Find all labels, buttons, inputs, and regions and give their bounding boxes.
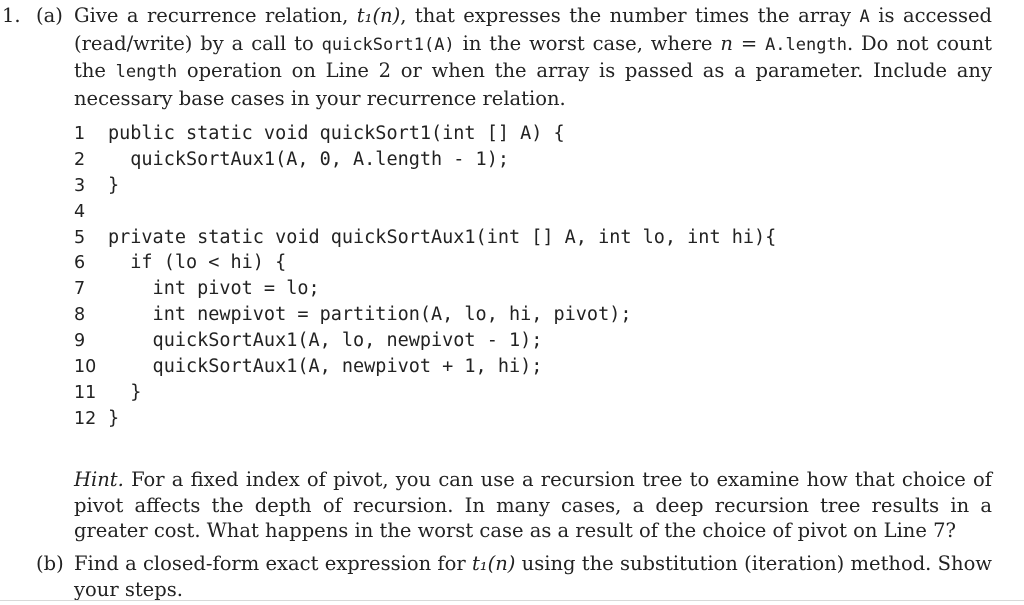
t1n-math: t₁(n) xyxy=(356,4,401,27)
equals-sign: = xyxy=(732,31,766,55)
code-line xyxy=(74,121,776,147)
line-number: 4 xyxy=(74,201,86,222)
alength-code: A.length xyxy=(765,34,847,55)
line-number: 5 xyxy=(74,227,86,248)
line-number: 8 xyxy=(74,305,86,326)
part-a-text-6: operation on Line 2 or when the array is passed as a parameter. Include any necessary base cases in your recurrence relation. xyxy=(74,59,993,110)
part-b-text-1: Find a closed-form exact expression for xyxy=(74,552,466,575)
n-math: n xyxy=(720,31,733,55)
line-number: 2 xyxy=(74,149,86,170)
code-line xyxy=(74,406,776,432)
line-number: 10 xyxy=(74,357,97,378)
hint-text: For a fixed index of pivot, you can use a recursion tree to examine how that choice of pivot affects the depth of recursion. In many cases, a deep recursion tree results in a greater cost. What happens in the worst case as a result of the choice of pivot on Line 7? xyxy=(74,468,993,542)
code-text: int pivot = lo; xyxy=(108,278,320,300)
code-line xyxy=(74,302,776,328)
code-line xyxy=(74,354,776,380)
code-line xyxy=(74,328,776,354)
code-text: public static void quickSort1(int [] A) { xyxy=(108,123,565,144)
code-text: quickSortAux1(A, 0, A.length - 1); xyxy=(108,148,509,170)
call-code: quickSort1(A) xyxy=(321,34,455,55)
code-text: } xyxy=(108,407,120,429)
hint-paragraph xyxy=(74,467,992,544)
hint-label: Hint. xyxy=(74,468,124,491)
code-line xyxy=(74,380,776,406)
question-number: 1. xyxy=(2,4,21,27)
code-text: quickSortAux1(A, lo, newpivot - 1); xyxy=(108,330,543,352)
part-b-text-2: using the substitution (iteration) method. Show your steps. xyxy=(74,552,992,601)
bottom-divider xyxy=(0,600,1024,601)
part-a-label: (a) xyxy=(36,4,63,27)
part-a-paragraph xyxy=(74,3,992,111)
part-b-paragraph xyxy=(74,551,992,602)
code-line xyxy=(74,147,776,173)
code-line xyxy=(74,225,776,251)
t1n-math-b: t₁(n) xyxy=(471,552,516,575)
code-text: int newpivot = partition(A, lo, hi, pivot); xyxy=(108,304,632,326)
code-line xyxy=(74,199,776,225)
line-number: 6 xyxy=(74,253,86,274)
part-a-text-2: , that expresses the number times the array xyxy=(400,4,851,27)
line-number: 12 xyxy=(74,408,97,429)
code-text: quickSortAux1(A, newpivot + 1, hi); xyxy=(108,356,543,378)
line-number: 1 xyxy=(74,124,86,144)
code-line xyxy=(74,173,776,199)
line-number: 11 xyxy=(74,382,97,403)
line-number: 9 xyxy=(74,331,86,352)
code-text: if (lo < hi) { xyxy=(108,252,287,274)
code-text: } xyxy=(108,174,120,196)
part-a-text-5: . Do not count the xyxy=(74,31,992,82)
code-line xyxy=(74,276,776,302)
length-code: length xyxy=(115,62,178,82)
part-a-text-3: is accessed (read/write) by a call to xyxy=(74,4,993,55)
part-a-text-4: in the worst case, where xyxy=(462,31,713,55)
code-text: private static void quickSortAux1(int [] A, int lo, int hi){ xyxy=(108,226,777,248)
part-b-label: (b) xyxy=(36,552,64,575)
code-text: } xyxy=(108,381,142,403)
array-A-code: A xyxy=(859,7,870,27)
code-line xyxy=(74,250,776,276)
line-number: 3 xyxy=(74,175,86,196)
part-a-text-1: Give a recurrence relation, xyxy=(74,4,349,27)
code-listing xyxy=(74,121,776,432)
line-number: 7 xyxy=(74,279,86,300)
